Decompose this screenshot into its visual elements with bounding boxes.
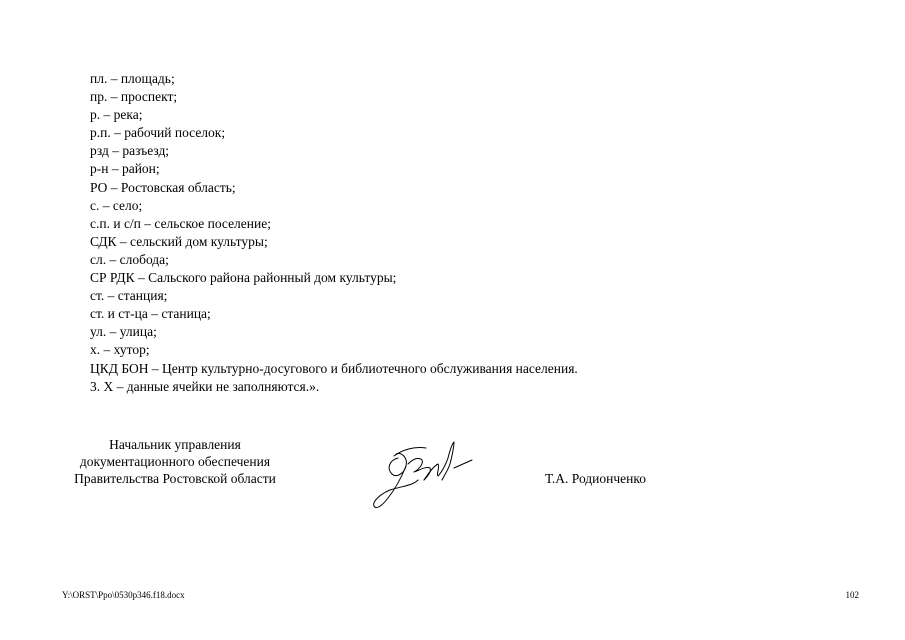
abbreviation-item: ул. – улица; bbox=[90, 324, 157, 340]
page-number: 102 bbox=[845, 590, 859, 600]
note-item: 3. Х – данные ячейки не заполняются.». bbox=[90, 378, 320, 394]
abbreviation-item: ЦКД БОН – Центр культурно-досугового и библиотечного обслуживания населения. bbox=[90, 360, 578, 376]
abbreviation-item: с. – село; bbox=[90, 197, 143, 213]
abbreviation-item: р. – река; bbox=[90, 107, 143, 123]
signer-position bbox=[50, 436, 300, 487]
abbreviation-list bbox=[90, 70, 810, 396]
signer-position-line: документационного обеспечения bbox=[79, 454, 271, 469]
abbreviation-item: сл. – слобода; bbox=[90, 251, 169, 267]
abbreviation-item: РО – Ростовская область; bbox=[90, 179, 236, 195]
handwritten-signature bbox=[368, 436, 480, 516]
abbreviation-item: ст. и ст-ца – станица; bbox=[90, 306, 211, 322]
abbreviation-item: пл. – площадь; bbox=[90, 71, 175, 86]
abbreviation-item: СДК – сельский дом культуры; bbox=[90, 233, 268, 249]
abbreviation-item: х. – хутор; bbox=[90, 342, 150, 358]
signer-position-line: Начальник управления bbox=[109, 437, 241, 452]
abbreviation-item: с.п. и с/п – сельское поселение; bbox=[90, 215, 271, 231]
abbreviation-item: СР РДК – Сальского района районный дом культуры; bbox=[90, 270, 397, 286]
abbreviation-item: пр. – проспект; bbox=[90, 89, 178, 105]
abbreviation-item: р-н – район; bbox=[90, 161, 160, 177]
footer-file-path: Y:\ORST\Ppo\0530p346.f18.docx bbox=[62, 590, 185, 600]
signer-position-line: Правительства Ростовской области bbox=[74, 471, 276, 486]
abbreviation-item: р.п. – рабочий поселок; bbox=[90, 125, 226, 141]
signer-name: Т.А. Родионченко bbox=[545, 471, 646, 486]
abbreviation-item: ст. – станция; bbox=[90, 288, 168, 304]
abbreviation-item: рзд – разъезд; bbox=[90, 143, 170, 159]
